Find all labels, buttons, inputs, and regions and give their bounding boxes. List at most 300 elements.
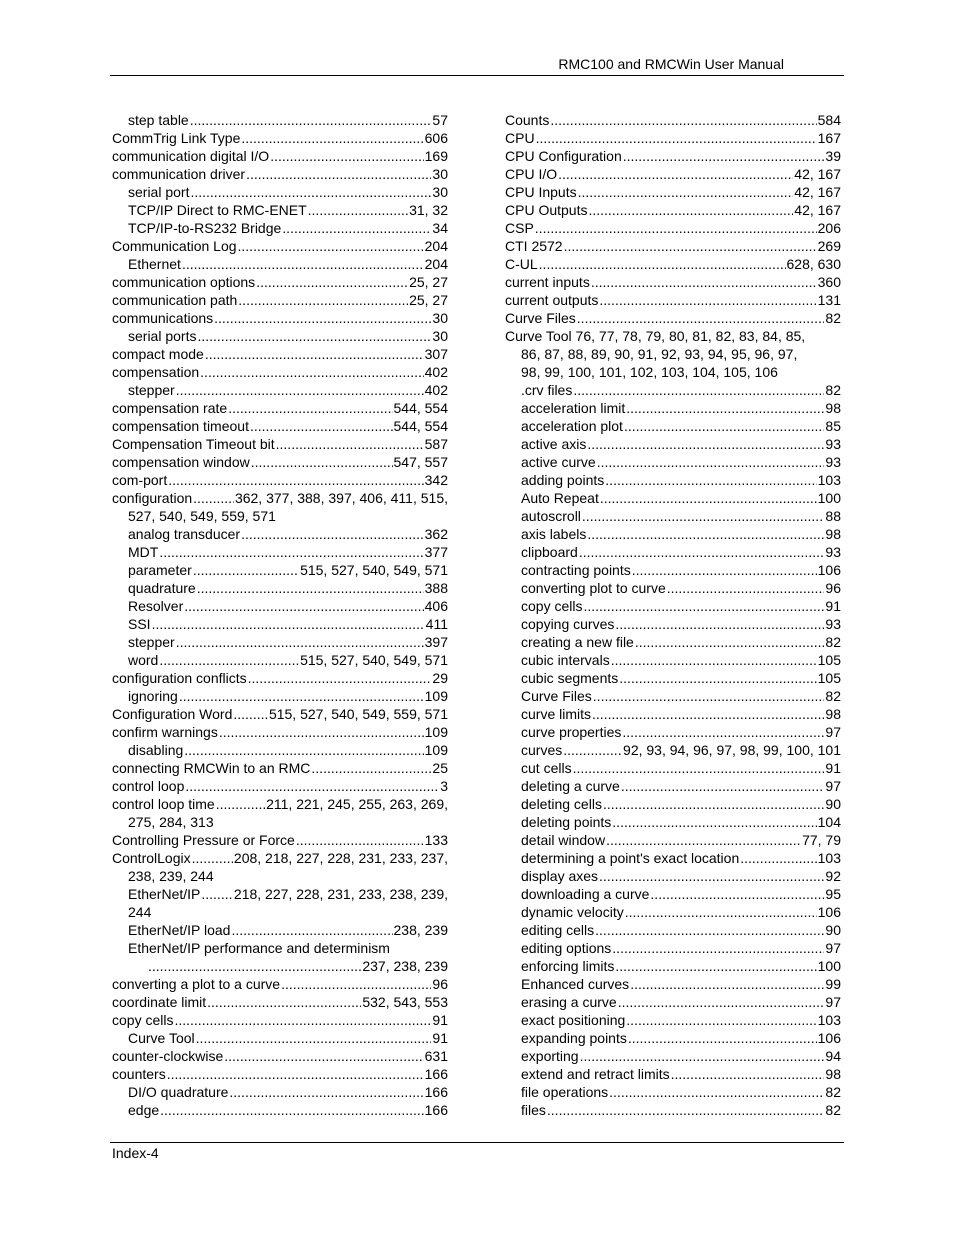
entry-pages: 31, 32 — [409, 202, 448, 218]
dot-leader — [612, 813, 816, 831]
dot-leader — [605, 471, 816, 489]
index-subentry — [505, 561, 841, 579]
dot-leader — [193, 561, 299, 579]
entry-pages: 169 — [424, 148, 448, 164]
dot-leader — [582, 507, 825, 525]
dot-leader — [197, 327, 431, 345]
index-subentry — [505, 759, 841, 777]
entry-pages: 544, 554 — [393, 400, 448, 416]
entry-pages: 77, 79 — [802, 832, 841, 848]
index-subentry — [505, 633, 841, 651]
entry-pages: 544, 554 — [393, 418, 448, 434]
dot-leader — [176, 633, 424, 651]
index-subentry — [112, 1029, 448, 1047]
entry-pages: 82 — [825, 310, 841, 326]
entry-label: communication driver — [112, 166, 246, 182]
entry-label: autoscroll — [521, 508, 581, 524]
dot-leader — [159, 651, 299, 669]
entry-label: word — [128, 652, 159, 668]
entry-label: Counts — [505, 112, 550, 128]
entry-pages: 269 — [817, 238, 841, 254]
entry-label: quadrature — [128, 580, 196, 596]
dot-leader — [176, 381, 424, 399]
index-subentry — [112, 687, 448, 705]
entry-pages: 97 — [825, 724, 841, 740]
index-subentry — [112, 1083, 448, 1101]
dot-leader — [578, 183, 794, 201]
entry-pages: 85 — [825, 418, 841, 434]
entry-label: editing cells — [521, 922, 595, 938]
dot-leader — [577, 309, 825, 327]
entry-pages: 105 — [817, 652, 841, 668]
index-entry — [112, 489, 448, 507]
entry-pages: 360 — [817, 274, 841, 290]
entry-label: step table — [128, 112, 189, 128]
index-entry-continuation: 98, 99, 100, 101, 102, 103, 104, 105, 106 — [521, 364, 778, 380]
index-entry — [112, 759, 448, 777]
entry-pages: 584 — [817, 112, 841, 128]
entry-label: communication path — [112, 292, 238, 308]
index-entry — [112, 435, 448, 453]
index-entry — [112, 471, 448, 489]
index-entry — [505, 273, 841, 291]
dot-leader — [179, 687, 424, 705]
entry-pages: 515, 527, 540, 549, 571 — [300, 652, 448, 668]
entry-pages: 99 — [825, 976, 841, 992]
dot-leader — [621, 777, 825, 795]
entry-pages: 397 — [424, 634, 448, 650]
entry-label: copying curves — [521, 616, 615, 632]
entry-pages: 94 — [825, 1048, 841, 1064]
dot-leader — [622, 723, 824, 741]
entry-pages: 42, 167 — [794, 202, 841, 218]
dot-leader — [573, 759, 825, 777]
dot-leader — [214, 309, 431, 327]
entry-label: deleting a curve — [521, 778, 620, 794]
dot-leader — [282, 219, 431, 237]
dot-leader — [238, 237, 424, 255]
index-entry — [505, 309, 841, 327]
entry-pages: 93 — [825, 544, 841, 560]
index-entry — [112, 705, 448, 723]
entry-label: control loop — [112, 778, 185, 794]
entry-label: Curve Files — [505, 310, 576, 326]
dot-leader — [579, 543, 825, 561]
dot-leader — [229, 1083, 423, 1101]
entry-label: CPU Inputs — [505, 184, 577, 200]
entry-label: curve limits — [521, 706, 592, 722]
index-subentry — [505, 381, 841, 399]
index-subentry — [112, 561, 448, 579]
index-subentry — [112, 543, 448, 561]
index-subentry — [505, 975, 841, 993]
dot-leader — [587, 435, 824, 453]
dot-leader — [583, 597, 824, 615]
entry-pages: 106 — [817, 1030, 841, 1046]
entry-label: current inputs — [505, 274, 590, 290]
dot-leader — [630, 975, 824, 993]
entry-label: Controlling Pressure or Force — [112, 832, 295, 848]
dot-leader — [628, 1029, 817, 1047]
dot-leader — [650, 885, 824, 903]
entry-pages: 515, 527, 540, 549, 559, 571 — [268, 706, 448, 722]
dot-leader — [618, 993, 825, 1011]
entry-label: compensation rate — [112, 400, 228, 416]
entry-pages: 103 — [817, 472, 841, 488]
entry-label: Ethernet — [128, 256, 181, 272]
entry-pages: 25, 27 — [409, 292, 448, 308]
entry-label: Compensation Timeout bit — [112, 436, 275, 452]
index-entry-continuation: 275, 284, 313 — [128, 814, 214, 830]
entry-label: active axis — [521, 436, 587, 452]
entry-pages: 166 — [424, 1066, 448, 1082]
entry-pages: 532, 543, 553 — [362, 994, 448, 1010]
index-subentry — [505, 543, 841, 561]
entry-label: parameter — [128, 562, 192, 578]
dot-leader — [148, 957, 361, 975]
index-entry — [505, 255, 841, 273]
dot-leader — [250, 417, 393, 435]
dot-leader — [193, 489, 234, 507]
entry-label: serial ports — [128, 328, 197, 344]
entry-label: compensation window — [112, 454, 250, 470]
index-subentry — [505, 1011, 841, 1029]
entry-pages: 34 — [432, 220, 448, 236]
entry-pages: 93 — [825, 454, 841, 470]
index-entry — [112, 777, 448, 795]
dot-leader — [205, 345, 424, 363]
index-entry-continuation: EtherNet/IP performance and determinism — [128, 940, 390, 956]
entry-pages: 95 — [825, 886, 841, 902]
index-subentry — [505, 867, 841, 885]
entry-pages: 547, 557 — [393, 454, 448, 470]
entry-label: C-UL — [505, 256, 538, 272]
index-subentry — [112, 597, 448, 615]
entry-pages: 307 — [424, 346, 448, 362]
dot-leader — [238, 291, 408, 309]
index-subentry — [112, 651, 448, 669]
index-subentry — [505, 417, 841, 435]
index-entry — [112, 345, 448, 363]
dot-leader — [547, 1101, 825, 1119]
index-entry — [505, 291, 841, 309]
entry-pages: 91 — [825, 760, 841, 776]
entry-label: disabling — [128, 742, 184, 758]
entry-label: configuration conflicts — [112, 670, 247, 686]
entry-label: CTI 2572 — [505, 238, 563, 254]
dot-leader — [619, 669, 816, 687]
entry-label: edge — [128, 1102, 160, 1118]
dot-leader — [563, 741, 622, 759]
index-entry — [112, 1011, 448, 1029]
dot-leader — [224, 1047, 423, 1065]
entry-label: curve properties — [521, 724, 622, 740]
dot-leader — [595, 921, 824, 939]
entry-label: Communication Log — [112, 238, 237, 254]
dot-leader — [308, 201, 408, 219]
entry-label: communication options — [112, 274, 256, 290]
index-subentry — [505, 849, 841, 867]
index-subentry — [112, 1101, 448, 1119]
index-entry-continuation: Curve Tool 76, 77, 78, 79, 80, 81, 82, 83, 84, 85, — [505, 328, 806, 344]
dot-leader — [535, 219, 817, 237]
entry-label: curves — [521, 742, 563, 758]
entry-pages: 167 — [817, 130, 841, 146]
entry-pages: 3 — [440, 778, 448, 794]
index-subentry — [112, 255, 448, 273]
entry-label: TCP/IP-to-RS232 Bridge — [128, 220, 282, 236]
dot-leader — [591, 273, 817, 291]
entry-label: CPU I/O — [505, 166, 558, 182]
index-subentry — [505, 597, 841, 615]
entry-pages: 25 — [432, 760, 448, 776]
index-subentry — [505, 1065, 841, 1083]
index-entry — [112, 795, 448, 813]
dot-leader — [612, 939, 824, 957]
index-entry-continuation: 244 — [128, 904, 152, 920]
entry-label: CPU Configuration — [505, 148, 622, 164]
index-subentry — [505, 705, 841, 723]
index-entry-continuation: 238, 239, 244 — [128, 868, 214, 884]
entry-pages: 29 — [432, 670, 448, 686]
dot-leader — [635, 633, 825, 651]
index-subentry — [505, 777, 841, 795]
index-entry — [505, 201, 841, 219]
index-subentry — [505, 489, 841, 507]
index-entry — [112, 273, 448, 291]
index-subentry — [505, 471, 841, 489]
index-subentry — [505, 1047, 841, 1065]
dot-leader — [185, 777, 439, 795]
entry-pages: 211, 221, 245, 255, 263, 269, — [266, 796, 448, 812]
entry-label: Configuration Word — [112, 706, 233, 722]
dot-leader — [603, 795, 824, 813]
index-entry — [505, 129, 841, 147]
index-entry — [112, 831, 448, 849]
index-subentry — [505, 957, 841, 975]
entry-pages: 30 — [432, 310, 448, 326]
dot-leader — [160, 1101, 423, 1119]
index-subentry — [505, 1101, 841, 1119]
dot-leader — [536, 129, 817, 147]
entry-pages: 237, 238, 239 — [362, 958, 448, 974]
dot-leader — [623, 147, 825, 165]
index-column-left — [112, 111, 448, 1119]
index-entry — [112, 129, 448, 147]
entry-label: communications — [112, 310, 214, 326]
dot-leader — [152, 615, 425, 633]
entry-pages: 91 — [432, 1030, 448, 1046]
entry-pages: 109 — [424, 742, 448, 758]
entry-label: control loop time — [112, 796, 215, 812]
dot-leader — [190, 111, 432, 129]
dot-leader — [241, 129, 423, 147]
dot-leader — [168, 471, 423, 489]
entry-label: EtherNet/IP — [128, 886, 201, 902]
footer-rule — [110, 1142, 844, 1143]
entry-pages: 90 — [825, 796, 841, 812]
entry-label: display axes — [521, 868, 599, 884]
dot-leader — [228, 399, 392, 417]
entry-label: com-port — [112, 472, 168, 488]
entry-label: cubic intervals — [521, 652, 610, 668]
entry-label: exact positioning — [521, 1012, 626, 1028]
dot-leader — [626, 1011, 816, 1029]
dot-leader — [296, 831, 424, 849]
entry-pages: 103 — [817, 850, 841, 866]
index-entry — [505, 147, 841, 165]
index-entry — [112, 1065, 448, 1083]
entry-label: coordinate limit — [112, 994, 207, 1010]
entry-pages: 631 — [424, 1048, 448, 1064]
index-entry — [505, 183, 841, 201]
entry-pages: 515, 527, 540, 549, 571 — [300, 562, 448, 578]
dot-leader — [281, 975, 431, 993]
index-subentry — [112, 381, 448, 399]
dot-leader — [615, 615, 824, 633]
entry-pages: 92 — [825, 868, 841, 884]
index-entry — [112, 975, 448, 993]
index-entry — [112, 363, 448, 381]
index-subentry — [505, 939, 841, 957]
entry-label: DI/O quadrature — [128, 1084, 229, 1100]
entry-label: editing options — [521, 940, 612, 956]
entry-pages: 204 — [424, 238, 448, 254]
entry-label: deleting points — [521, 814, 612, 830]
dot-leader — [597, 453, 825, 471]
dot-leader — [624, 417, 824, 435]
entry-label: active curve — [521, 454, 596, 470]
entry-pages: 218, 227, 228, 231, 233, 238, 239, — [233, 886, 448, 902]
dot-leader — [592, 705, 824, 723]
index-subentry — [112, 111, 448, 129]
entry-label: CommTrig Link Type — [112, 130, 241, 146]
entry-label: exporting — [521, 1048, 579, 1064]
index-subentry — [505, 885, 841, 903]
entry-label: SSI — [128, 616, 151, 632]
entry-pages: 82 — [825, 634, 841, 650]
entry-label: contracting points — [521, 562, 631, 578]
dot-leader — [632, 561, 817, 579]
entry-label: acceleration limit — [521, 400, 626, 416]
index-entry — [505, 219, 841, 237]
entry-pages: 208, 218, 227, 228, 231, 233, 237, — [233, 850, 448, 866]
entry-pages: 105 — [817, 670, 841, 686]
dot-leader — [609, 1083, 824, 1101]
dot-leader — [167, 1065, 424, 1083]
index-entry-continuation: 527, 540, 549, 559, 571 — [128, 508, 276, 524]
entry-pages: 402 — [424, 382, 448, 398]
entry-label: Curve Files — [521, 688, 592, 704]
entry-label: communication digital I/O — [112, 148, 270, 164]
entry-pages: 88 — [825, 508, 841, 524]
index-subentry — [112, 957, 448, 975]
index-subentry — [505, 399, 841, 417]
index-column-right — [505, 111, 841, 1119]
entry-pages: 98 — [825, 526, 841, 542]
index-subentry — [505, 615, 841, 633]
index-subentry — [112, 183, 448, 201]
entry-pages: 42, 167 — [794, 184, 841, 200]
entry-pages: 96 — [825, 580, 841, 596]
dot-leader — [192, 849, 233, 867]
index-subentry — [112, 741, 448, 759]
entry-pages: 606 — [424, 130, 448, 146]
entry-label: converting a plot to a curve — [112, 976, 281, 992]
index-subentry — [112, 525, 448, 543]
page-number: Index-4 — [112, 1145, 159, 1161]
dot-leader — [615, 957, 816, 975]
entry-pages: 628, 630 — [786, 256, 841, 272]
entry-label: files — [521, 1102, 546, 1118]
dot-leader — [580, 1047, 825, 1065]
dot-leader — [740, 849, 816, 867]
dot-leader — [599, 291, 816, 309]
entry-label: detail window — [521, 832, 606, 848]
entry-pages: 100 — [817, 490, 841, 506]
entry-label: Curve Tool — [128, 1030, 195, 1046]
index-subentry — [505, 1083, 841, 1101]
dot-leader — [174, 1011, 431, 1029]
entry-label: cut cells — [521, 760, 572, 776]
entry-label: converting plot to curve — [521, 580, 666, 596]
entry-pages: 406 — [424, 598, 448, 614]
entry-label: confirm warnings — [112, 724, 218, 740]
dot-leader — [248, 669, 432, 687]
entry-pages: 93 — [825, 436, 841, 452]
dot-leader — [184, 597, 423, 615]
entry-pages: 402 — [424, 364, 448, 380]
index-subentry — [505, 453, 841, 471]
entry-pages: 82 — [825, 1084, 841, 1100]
entry-label: MDT — [128, 544, 159, 560]
index-entry — [505, 111, 841, 129]
entry-pages: 103 — [817, 1012, 841, 1028]
entry-pages: 42, 167 — [794, 166, 841, 182]
index-subentry — [505, 651, 841, 669]
index-entry — [112, 669, 448, 687]
entry-pages: 90 — [825, 922, 841, 938]
index-subentry — [505, 579, 841, 597]
header-rule — [110, 75, 844, 76]
entry-label: ControlLogix — [112, 850, 191, 866]
index-entry — [112, 291, 448, 309]
index-entry — [112, 237, 448, 255]
entry-pages: 98 — [825, 706, 841, 722]
dot-leader — [550, 111, 816, 129]
index-entry — [112, 453, 448, 471]
entry-pages: 238, 239 — [393, 922, 448, 938]
entry-pages: 342 — [424, 472, 448, 488]
index-entry-continuation: 86, 87, 88, 89, 90, 91, 92, 93, 94, 95, 96, 97, — [521, 346, 798, 362]
entry-pages: 106 — [817, 904, 841, 920]
entry-pages: 93 — [825, 616, 841, 632]
entry-pages: 82 — [825, 382, 841, 398]
entry-label: EtherNet/IP load — [128, 922, 231, 938]
entry-pages: 39 — [825, 148, 841, 164]
entry-label: .crv files — [521, 382, 573, 398]
entry-pages: 131 — [817, 292, 841, 308]
index-subentry — [505, 435, 841, 453]
entry-label: copy cells — [521, 598, 583, 614]
entry-label: acceleration plot — [521, 418, 623, 434]
index-entry — [112, 147, 448, 165]
entry-label: compact mode — [112, 346, 204, 362]
dot-leader — [196, 1029, 432, 1047]
index-subentry — [112, 201, 448, 219]
index-subentry — [505, 723, 841, 741]
entry-pages: 377 — [424, 544, 448, 560]
